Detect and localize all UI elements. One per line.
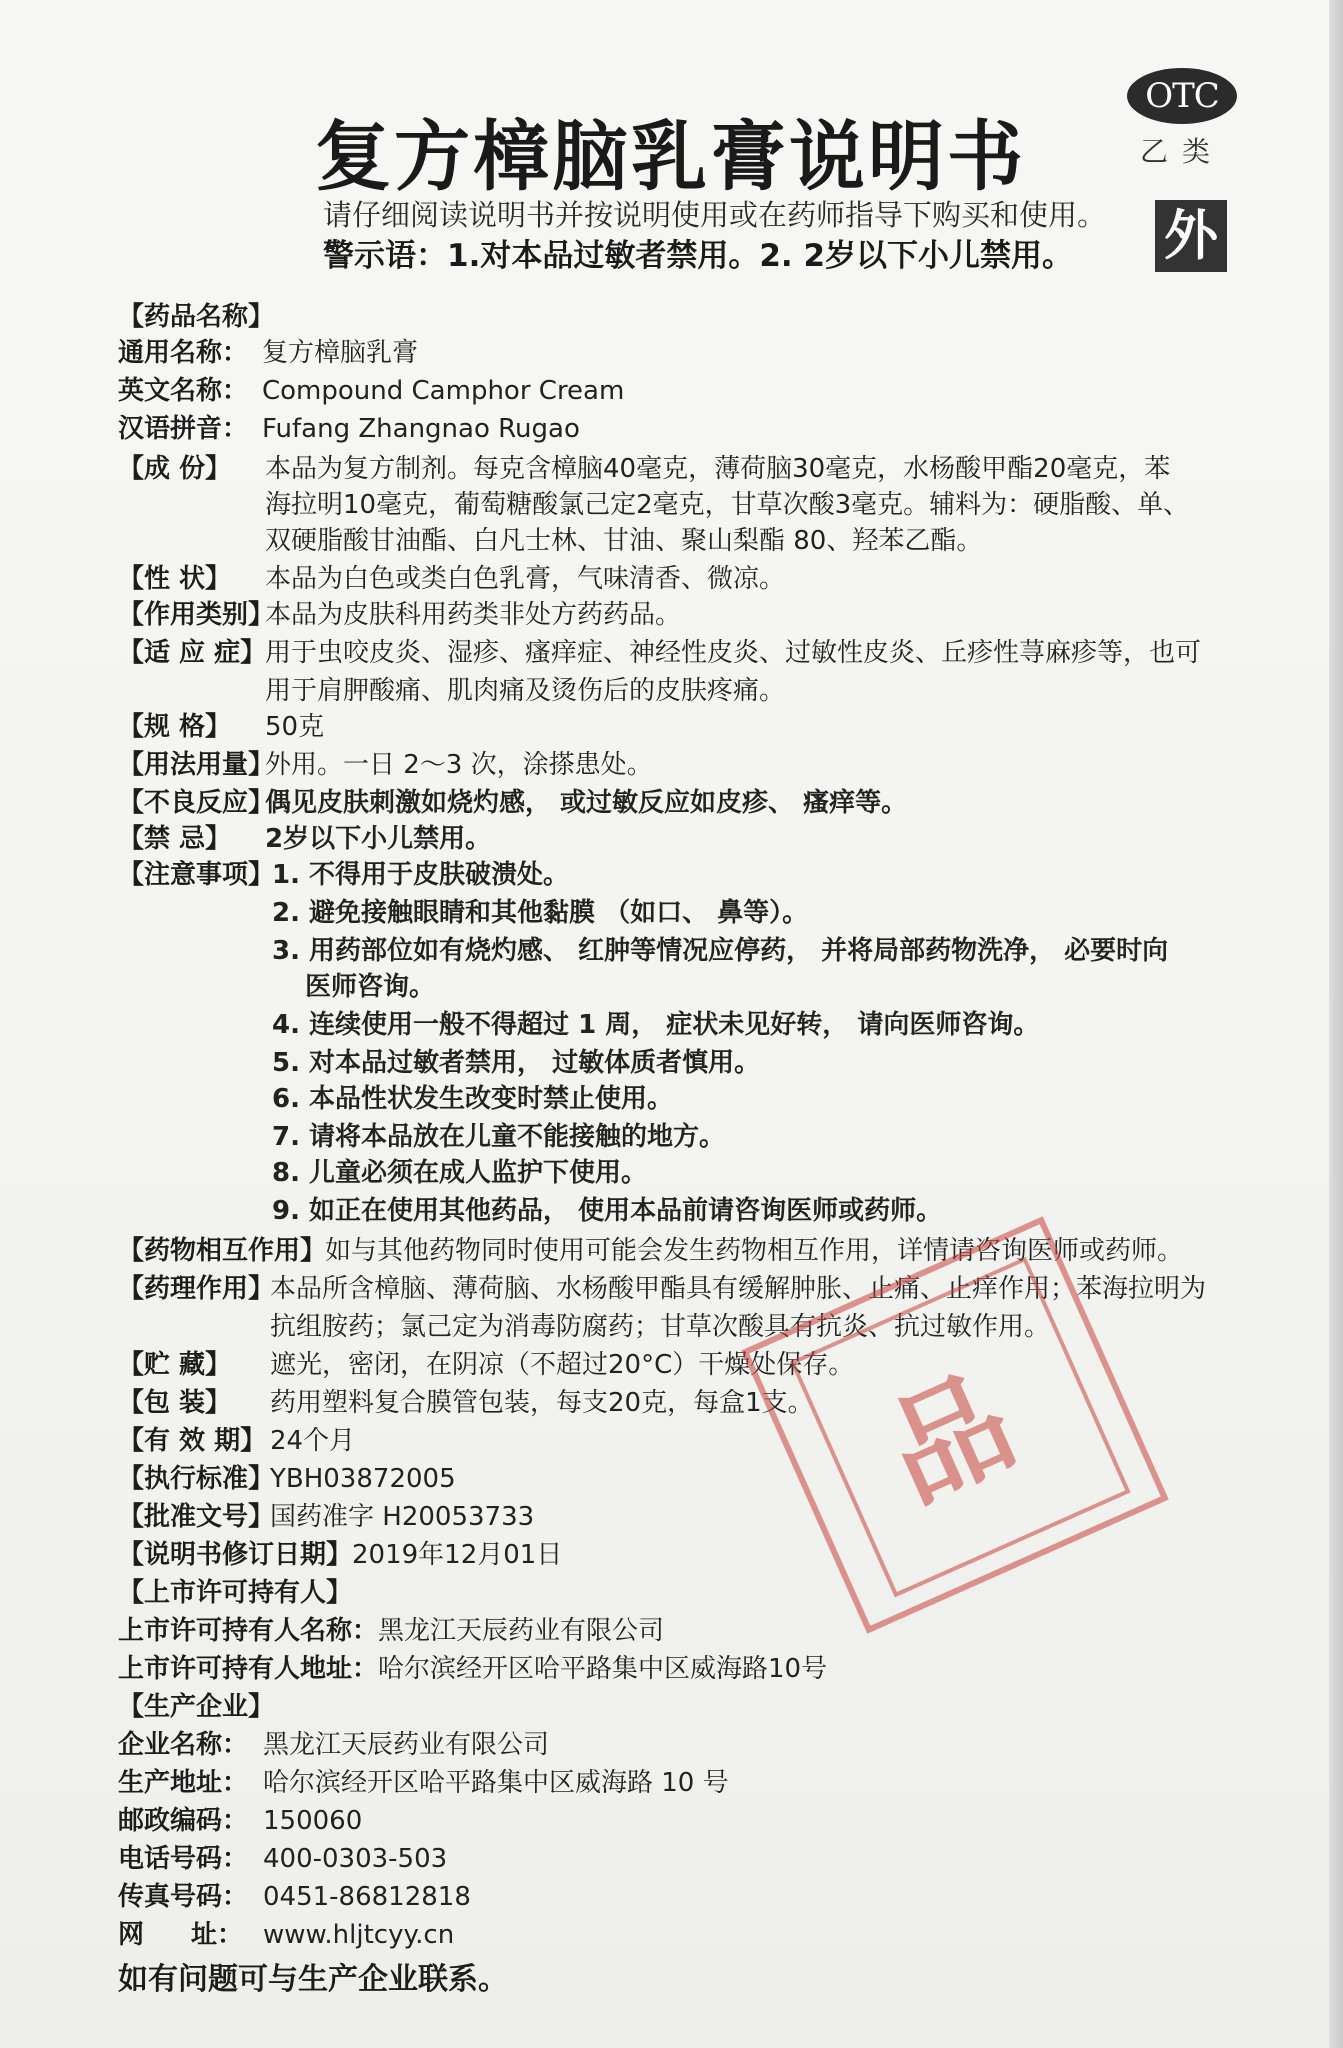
postal-label: 邮政编码：	[118, 1806, 249, 1836]
phone-label: 电话号码：	[118, 1844, 249, 1874]
composition-line: 海拉明10毫克，葡萄糖酸氯己定2毫克，甘草次酸3毫克。辅料为：硬脂酸、单、	[265, 490, 1190, 520]
holder-address-label: 上市许可持有人地址：	[118, 1654, 379, 1684]
stamp-mark: 品	[867, 1351, 1034, 1528]
precautions-label: 【注意事项】	[118, 860, 275, 890]
pinyin-label: 汉语拼音：	[118, 414, 249, 444]
properties-label: 【性 状】	[118, 564, 232, 594]
external-use-mark: 外	[1155, 200, 1227, 272]
precaution-item: 3. 用药部位如有烧灼感、 红肿等情况应停药， 并将局部药物洗净， 必要时向	[272, 936, 1169, 966]
otc-class-label: 乙类	[1139, 135, 1224, 168]
storage-label: 【贮 藏】	[118, 1350, 232, 1380]
fax-value: 0451-86812818	[263, 1882, 471, 1912]
precaution-item: 医师咨询。	[305, 972, 436, 1002]
composition-line: 双硬脂酸甘油酯、白凡士林、甘油、聚山梨酯 80、羟苯乙酯。	[265, 526, 983, 556]
adverse-label: 【不良反应】	[118, 788, 275, 818]
paper-edge	[1329, 0, 1343, 2048]
warning-text: 警示语：1.对本品过敏者禁用。2. 2岁以下小儿禁用。	[323, 238, 1074, 274]
postal-value: 150060	[263, 1806, 363, 1836]
precaution-item: 5. 对本品过敏者禁用， 过敏体质者慎用。	[272, 1048, 761, 1078]
holder-name-label: 上市许可持有人名称：	[118, 1616, 379, 1646]
generic-name-value: 复方樟脑乳膏	[262, 338, 419, 368]
composition-label: 【成 份】	[118, 454, 232, 484]
category-value: 本品为皮肤科用药类非处方药药品。	[265, 600, 682, 630]
dosage-value: 外用。一日 2～3 次，涂搽患处。	[265, 750, 653, 780]
precaution-item: 1. 不得用于皮肤破溃处。	[272, 860, 570, 890]
contra-label: 【禁 忌】	[118, 824, 232, 854]
adverse-value: 偶见皮肤刺激如烧灼感， 或过敏反应如皮疹、 瘙痒等。	[265, 788, 908, 818]
section-manufacturer: 【生产企业】	[118, 1692, 275, 1722]
generic-name-label: 通用名称：	[118, 338, 249, 368]
revision-label: 【说明书修订日期】	[118, 1540, 353, 1570]
pinyin-value: Fufang Zhangnao Rugao	[262, 414, 580, 444]
precaution-item: 9. 如正在使用其他药品， 使用本品前请咨询医师或药师。	[272, 1196, 943, 1226]
indications-line: 用于肩胛酸痛、肌肉痛及烫伤后的皮肤疼痛。	[265, 676, 786, 706]
category-label: 【作用类别】	[118, 600, 275, 630]
precaution-item: 2. 避免接触眼睛和其他黏膜 （如口、 鼻等）。	[272, 898, 809, 928]
holder-address-value: 哈尔滨经开区哈平路集中区威海路10号	[378, 1654, 828, 1684]
pharmacology-line: 本品所含樟脑、薄荷脑、水杨酸甲酯具有缓解肿胀、止痛、止痒作用；苯海拉明为	[270, 1274, 1207, 1304]
precaution-item: 7. 请将本品放在儿童不能接触的地方。	[272, 1122, 726, 1152]
mfr-address-label: 生产地址：	[118, 1768, 249, 1798]
package-value: 药用塑料复合膜管包装，每支20克，每盒1支。	[270, 1388, 814, 1418]
package-label: 【包 装】	[118, 1388, 232, 1418]
holder-name-value: 黑龙江天辰药业有限公司	[378, 1616, 665, 1646]
section-holder: 【上市许可持有人】	[118, 1578, 353, 1608]
specification-value: 50克	[265, 712, 325, 742]
validity-value: 24个月	[270, 1426, 356, 1456]
mfr-name-value: 黑龙江天辰药业有限公司	[263, 1730, 550, 1760]
interactions-label: 【药物相互作用】	[118, 1236, 327, 1266]
fax-label: 传真号码：	[118, 1882, 249, 1912]
standard-label: 【执行标准】	[118, 1464, 275, 1494]
page-title: 复方樟脑乳膏说明书	[315, 112, 1026, 201]
indications-line: 用于虫咬皮炎、湿疹、瘙痒症、神经性皮炎、过敏性皮炎、丘疹性荨麻疹等，也可	[265, 638, 1202, 668]
intro-text: 请仔细阅读说明书并按说明使用或在药师指导下购买和使用。	[323, 198, 1107, 232]
mfr-address-value: 哈尔滨经开区哈平路集中区威海路 10 号	[263, 1768, 729, 1798]
pharmacology-line: 抗组胺药；氯己定为消毒防腐药；甘草次酸具有抗炎、抗过敏作用。	[270, 1312, 1051, 1342]
revision-value: 2019年12月01日	[352, 1540, 563, 1570]
web-label: 网 址：	[118, 1920, 244, 1950]
precaution-item: 4. 连续使用一般不得超过 1 周， 症状未见好转， 请向医师咨询。	[272, 1010, 1040, 1040]
standard-value: YBH03872005	[270, 1464, 456, 1494]
precaution-item: 6. 本品性状发生改变时禁止使用。	[272, 1084, 674, 1114]
specification-label: 【规 格】	[118, 712, 232, 742]
interactions-value: 如与其他药物同时使用可能会发生药物相互作用，详情请咨询医师或药师。	[325, 1236, 1184, 1266]
closing-note: 如有问题可与生产企业联系。	[118, 1962, 508, 1997]
section-drug-name: 【药品名称】	[118, 302, 275, 332]
indications-label: 【适 应 症】	[118, 638, 267, 668]
phone-value: 400-0303-503	[263, 1844, 448, 1874]
dosage-label: 【用法用量】	[118, 750, 275, 780]
composition-line: 本品为复方制剂。每克含樟脑40毫克，薄荷脑30毫克，水杨酸甲酯20毫克，苯	[265, 454, 1171, 484]
storage-value: 遮光，密闭，在阴凉（不超过20°C）干燥处保存。	[270, 1350, 855, 1380]
properties-value: 本品为白色或类白色乳膏，气味清香、微凉。	[265, 564, 786, 594]
english-name-value: Compound Camphor Cream	[262, 376, 625, 406]
precaution-item: 8. 儿童必须在成人监护下使用。	[272, 1158, 648, 1188]
english-name-label: 英文名称：	[118, 376, 249, 406]
approval-label: 【批准文号】	[118, 1502, 275, 1532]
validity-label: 【有 效 期】	[118, 1426, 267, 1456]
web-value: www.hljtcyy.cn	[263, 1920, 455, 1950]
otc-badge: OTC	[1127, 68, 1237, 124]
mfr-name-label: 企业名称：	[118, 1730, 249, 1760]
approval-value: 国药准字 H20053733	[270, 1502, 535, 1532]
pharmacology-label: 【药理作用】	[118, 1274, 275, 1304]
contra-value: 2岁以下小儿禁用。	[265, 824, 492, 854]
